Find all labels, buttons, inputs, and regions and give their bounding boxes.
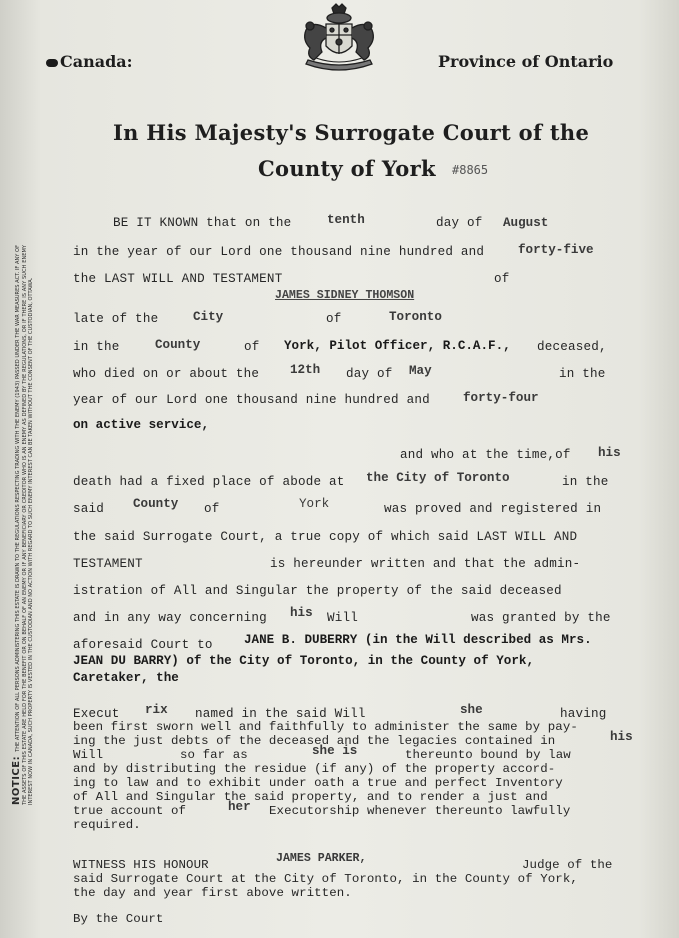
body-line: so far as: [180, 748, 248, 762]
court-title-line1: In His Majesty's Surrogate Court of the: [113, 120, 590, 145]
body-line: and in any way concerning: [73, 611, 267, 625]
court-title-line2: County of York: [258, 156, 436, 181]
filled-city: City: [193, 310, 224, 324]
body-line: Execut: [73, 707, 120, 721]
body-line: and who at the time,of: [400, 448, 571, 462]
judge-name: JAMES PARKER,: [276, 852, 367, 865]
notice-sidebar: [6, 240, 76, 810]
witness-line: WITNESS HIS HONOUR: [73, 858, 209, 872]
filled-pronoun: his: [598, 446, 621, 460]
filled-pronoun: she is: [312, 744, 358, 758]
filled-county: County: [133, 497, 179, 511]
body-line: having: [560, 707, 607, 721]
body-line: the said Surrogate Court, a true copy of which said LAST WILL AND: [73, 530, 578, 544]
filled-executrix-name: JANE B. DUBERRY (in the Will described as Mrs.: [244, 633, 592, 647]
filled-county: County: [155, 338, 201, 352]
filled-executrix-address: JEAN DU BARRY) of the City of Toronto, in the County of York,: [73, 654, 535, 668]
body-line: BE IT KNOWN that on the: [113, 216, 292, 230]
ink-blot-mark: [46, 59, 58, 67]
body-line: true account of: [73, 804, 187, 818]
body-line: istration of All and Singular the property of the said deceased: [73, 584, 562, 598]
filled-pronoun: his: [290, 606, 313, 620]
filled-executrix-occupation: Caretaker, the: [73, 671, 179, 685]
body-line: deceased,: [537, 340, 607, 354]
country-heading: Canada:: [46, 52, 133, 71]
filled-county-name: York: [299, 497, 330, 511]
body-line: of: [326, 312, 342, 326]
body-line: ing the just debts of the deceased and the legacies contained in: [73, 734, 556, 748]
body-line: Will: [73, 748, 104, 762]
body-line: the LAST WILL AND TESTAMENT: [73, 272, 283, 286]
body-line: day of: [346, 367, 393, 381]
notice-title: NOTICE:: [11, 755, 22, 805]
filled-day: 12th: [290, 363, 321, 377]
filled-pronoun: her: [228, 800, 251, 814]
body-line: and by distributing the residue (if any) of the property accord-: [73, 762, 556, 776]
body-line: Will: [327, 611, 359, 625]
body-line: been first sworn well and faithfully to administer the same by pay-: [73, 720, 578, 734]
body-line: named in the said Will: [195, 707, 366, 721]
body-line: was proved and registered in: [384, 502, 602, 516]
body-line: of: [204, 502, 220, 516]
filled-suffix: rix: [145, 703, 168, 717]
filled-day: tenth: [327, 213, 365, 227]
body-line: TESTAMENT: [73, 557, 143, 571]
body-line: of All and Singular the said property, and to render a just and: [73, 790, 548, 804]
body-line: in the: [562, 475, 609, 489]
body-line: ing to law and to exhibit under oath a true and perfect Inventory: [73, 776, 563, 790]
province-heading: Province of Ontario: [438, 52, 614, 71]
body-line: in the: [559, 367, 606, 381]
notice-text: THE ATTENTION OF ALL PERSONS ADMINISTERING THIS ESTATE IS DRAWN TO THE REGULATIONS RESPECTING TRADING WITH THE ENEMY (1943) PASSED UNDER THE WAR MEASURES ACT. IF ANY OF THE ASSETS OF THIS ESTATE ARE HELD FOR THE BENEFIT OR ON BEHALF OF AN ENEMY OR IF ANY BENEFICIARY OR CREDITOR WHO IS AN ENEMY AS DEFINED BY THE REGULATIONS, OR IF THERE IS ANY SUCH ENEMY INTEREST NOW IN CANADA, SUCH PROPERTY IS VESTED IN THE CUSTODIAN AND NO ACTION WITH REGARD TO SUCH ENEMY INTEREST CAN BE TAKEN WITHOUT THE CONSENT OF THE CUSTODIAN, OTTAWA.: [15, 245, 35, 805]
body-line: in the: [73, 340, 120, 354]
body-line: is hereunder written and that the admin-: [270, 557, 581, 571]
body-line: death had a fixed place of abode at: [73, 475, 345, 489]
body-line: said: [73, 502, 105, 516]
filled-description: York, Pilot Officer, R.C.A.F.,: [284, 339, 511, 353]
file-number: #8865: [452, 163, 489, 177]
body-line: aforesaid Court to: [73, 638, 213, 652]
filled-year: forty-four: [463, 391, 539, 405]
filled-month: August: [503, 216, 549, 230]
deceased-name: JAMES SIDNEY THOMSON: [275, 289, 415, 302]
witness-line: Judge of the: [522, 858, 613, 872]
filled-pronoun: she: [460, 703, 483, 717]
body-line: was granted by the: [471, 611, 611, 625]
body-line: of: [244, 340, 260, 354]
body-line: year of our Lord one thousand nine hundred and: [73, 393, 430, 407]
body-line: of: [494, 272, 510, 286]
body-line: late of the: [73, 312, 159, 326]
filled-month: May: [409, 364, 432, 378]
body-line: required.: [73, 818, 141, 832]
body-line: Executorship whenever thereunto lawfully: [269, 804, 571, 818]
body-line: day of: [436, 216, 483, 230]
witness-line: said Surrogate Court at the City of Toronto, in the County of York,: [73, 872, 578, 886]
filled-pronoun: his: [610, 730, 633, 744]
body-line: thereunto bound by law: [405, 748, 571, 762]
filled-place: Toronto: [389, 310, 442, 324]
coat-of-arms-emblem: [292, 2, 386, 76]
body-line: who died on or about the: [73, 367, 260, 381]
body-line: in the year of our Lord one thousand nine hundred and: [73, 245, 485, 259]
filled-year: forty-five: [518, 243, 594, 257]
witness-line: the day and year first above written.: [73, 886, 352, 900]
filled-circumstance: on active service,: [73, 418, 210, 432]
filled-abode: the City of Toronto: [366, 471, 510, 485]
by-the-court: By the Court: [73, 912, 164, 926]
